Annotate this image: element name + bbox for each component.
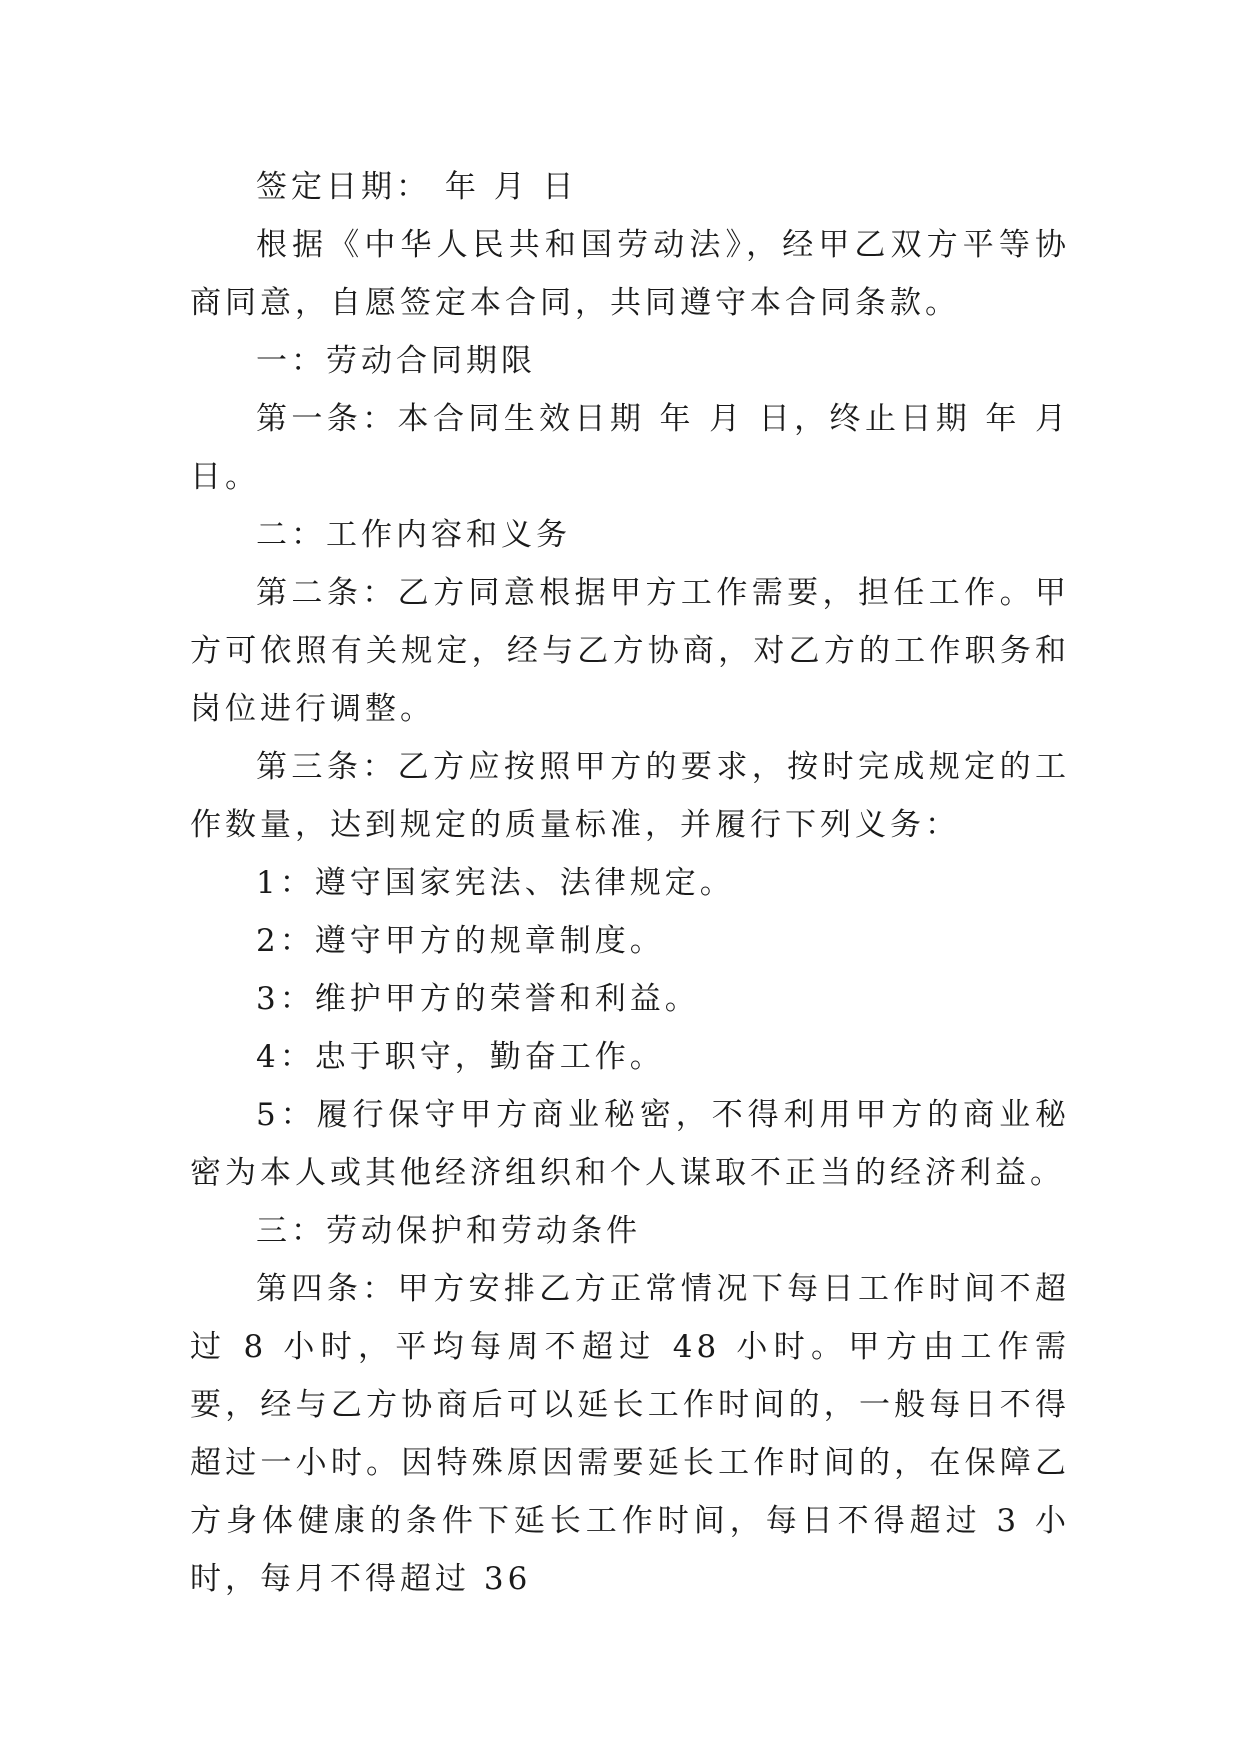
duty-item-1: 1：遵守国家宪法、法律规定。 (256, 865, 735, 901)
article-2: 第二条：乙方同意根据甲方工作需要，担任工作。甲方可依照有关规定，经与乙方协商，对乙方的工作职务和岗位进行调整。 (190, 575, 1070, 727)
preamble-paragraph: 根据《中华人民共和国劳动法》，经甲乙双方平等协商同意，自愿签定本合同，共同遵守本合同条款。 (190, 227, 1070, 321)
article-3: 第三条：乙方应按照甲方的要求，按时完成规定的工作数量，达到规定的质量标准，并履行下列义务： (190, 749, 1070, 843)
duty-item-3: 3：维护甲方的荣誉和利益。 (256, 981, 700, 1017)
section-heading-term: 一：劳动合同期限 (256, 343, 536, 379)
section-heading-protection: 三：劳动保护和劳动条件 (256, 1213, 641, 1249)
signing-date-line: 签定日期： 年 月 日 (256, 169, 578, 205)
article-4: 第四条：甲方安排乙方正常情况下每日工作时间不超过 8 小时，平均每周不超过 48 小时。甲方由工作需要，经与乙方协商后可以延长工作时间的，一般每日不得超过一小时。因特殊原因需要延长工作时间的，在保障乙方身体健康的条件下延长工作时间，每日不得超过 3 小时，每月不得超过 36 (190, 1271, 1070, 1597)
section-heading-duties: 二：工作内容和义务 (256, 517, 571, 553)
duty-item-2: 2：遵守甲方的规章制度。 (256, 923, 665, 959)
article-1: 第一条：本合同生效日期 年 月 日，终止日期 年 月日。 (190, 401, 1070, 495)
duty-item-5: 5：履行保守甲方商业秘密，不得利用甲方的商业秘密为本人或其他经济组织和个人谋取不正当的经济利益。 (190, 1097, 1070, 1191)
contract-body (190, 158, 1070, 1608)
duty-item-4: 4：忠于职守，勤奋工作。 (256, 1039, 665, 1075)
